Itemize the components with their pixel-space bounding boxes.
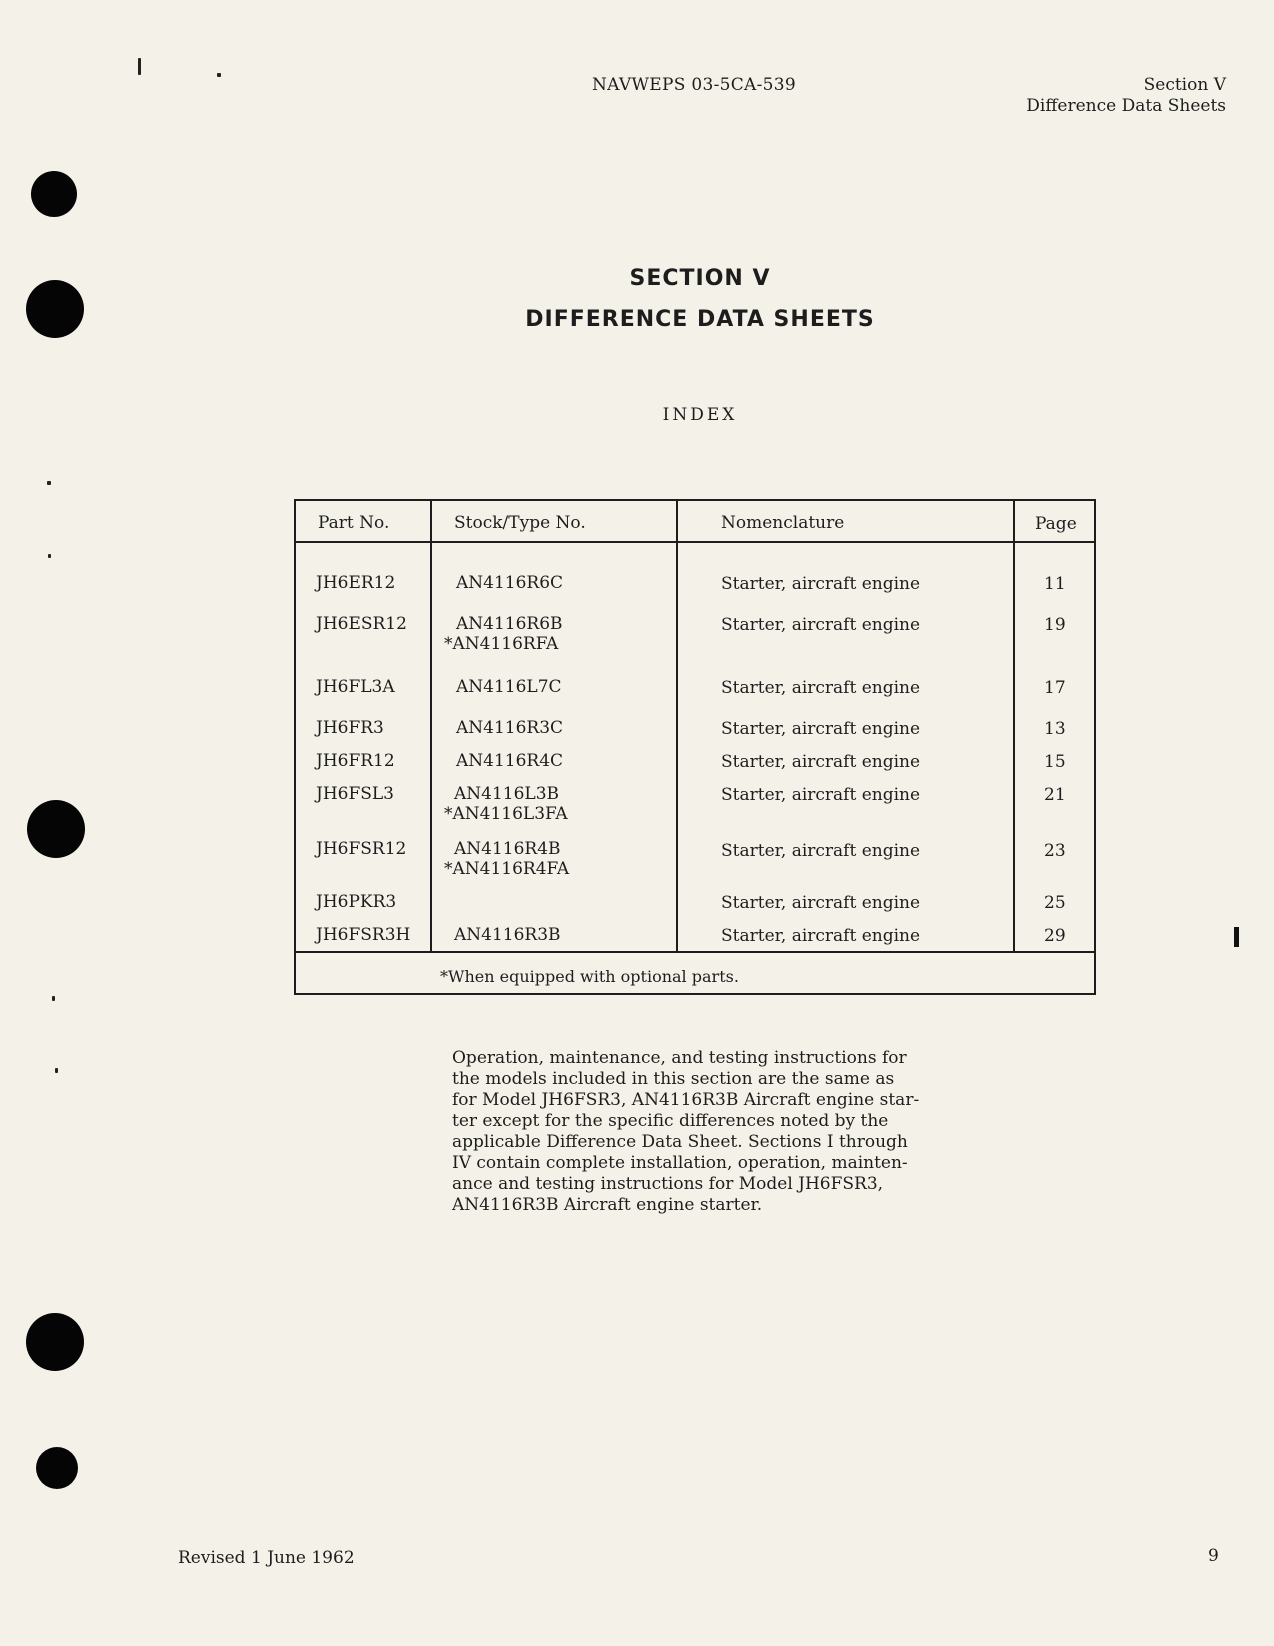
paragraph-line: ter except for the specific differences noted by the <box>452 1111 889 1131</box>
binder-hole <box>31 171 77 217</box>
table-cell-page: 19 <box>1044 615 1066 635</box>
table-cell-stock: AN4116L7C <box>456 677 562 697</box>
footnote-divider <box>296 951 1094 953</box>
section-subtitle: Difference Data Sheets <box>1026 96 1226 116</box>
instructions-paragraph <box>452 1048 952 1216</box>
table-cell-stock-optional: *AN4116RFA <box>444 634 559 654</box>
table-cell-stock: AN4116L3B <box>454 784 560 804</box>
document-number: NAVWEPS 03-5CA-539 <box>592 75 797 95</box>
column-divider <box>430 501 432 952</box>
running-header <box>1026 75 1226 117</box>
paragraph-line: ance and testing instructions for Model JH6FSR3, <box>452 1174 884 1194</box>
scan-speck <box>55 1068 58 1073</box>
table-cell-stock: AN4116R4C <box>456 751 564 771</box>
table-cell-part: JH6FSR12 <box>316 839 407 859</box>
revision-date: Revised 1 June 1962 <box>178 1548 355 1568</box>
table-cell-stock-optional: *AN4116R4FA <box>444 859 570 879</box>
table-cell-nomenclature: Starter, aircraft engine <box>721 926 921 946</box>
table-cell-part: JH6FL3A <box>316 677 395 697</box>
paragraph-line: for Model JH6FSR3, AN4116R3B Aircraft engine star- <box>452 1090 920 1110</box>
table-cell-nomenclature: Starter, aircraft engine <box>721 574 921 594</box>
section-heading: SECTION V <box>629 266 771 291</box>
table-cell-nomenclature: Starter, aircraft engine <box>721 752 921 772</box>
section-label: Section V <box>1143 75 1226 95</box>
table-cell-stock: AN4116R6C <box>456 573 564 593</box>
table-cell-part: JH6FSR3H <box>316 925 411 945</box>
index-heading: INDEX <box>662 405 738 425</box>
table-cell-nomenclature: Starter, aircraft engine <box>721 841 921 861</box>
scan-speck <box>48 554 51 558</box>
table-cell-part: JH6FSL3 <box>316 784 395 804</box>
paragraph-line: the models included in this section are the same as <box>452 1069 895 1089</box>
page-title: DIFFERENCE DATA SHEETS <box>525 307 875 332</box>
table-cell-page: 17 <box>1044 678 1066 698</box>
table-cell-stock: AN4116R6B <box>456 614 563 634</box>
paragraph-line: IV contain complete installation, operation, mainten- <box>452 1153 908 1173</box>
table-cell-page: 25 <box>1044 893 1066 913</box>
scan-speck <box>138 58 141 75</box>
table-cell-stock: AN4116R4B <box>454 839 561 859</box>
header-divider <box>296 541 1094 543</box>
paragraph-line: AN4116R3B Aircraft engine starter. <box>452 1195 763 1215</box>
scan-speck <box>52 996 55 1001</box>
column-header-part: Part No. <box>318 513 390 533</box>
table-cell-page: 11 <box>1044 574 1066 594</box>
scan-speck <box>47 481 51 485</box>
table-cell-page: 23 <box>1044 841 1066 861</box>
table-cell-stock-optional: *AN4116L3FA <box>444 804 568 824</box>
table-cell-stock: AN4116R3B <box>454 925 561 945</box>
column-header-page: Page <box>1035 514 1077 534</box>
table-cell-part: JH6ESR12 <box>316 614 407 634</box>
table-cell-part: JH6FR3 <box>316 718 384 738</box>
column-divider <box>676 501 678 952</box>
table-cell-part: JH6FR12 <box>316 751 395 771</box>
table-cell-nomenclature: Starter, aircraft engine <box>721 719 921 739</box>
table-cell-nomenclature: Starter, aircraft engine <box>721 615 921 635</box>
scan-speck <box>217 73 221 77</box>
table-cell-nomenclature: Starter, aircraft engine <box>721 678 921 698</box>
paragraph-line: applicable Difference Data Sheet. Sections I through <box>452 1132 908 1152</box>
paragraph-line: Operation, maintenance, and testing instructions for <box>452 1048 907 1068</box>
table-cell-part: JH6PKR3 <box>316 892 397 912</box>
table-cell-stock: AN4116R3C <box>456 718 564 738</box>
table-cell-nomenclature: Starter, aircraft engine <box>721 893 921 913</box>
table-cell-page: 13 <box>1044 719 1066 739</box>
binder-hole <box>26 1313 84 1371</box>
page-number: 9 <box>1208 1546 1219 1566</box>
table-cell-page: 29 <box>1044 926 1066 946</box>
revision-bar <box>1234 927 1239 947</box>
column-header-stock: Stock/Type No. <box>454 513 586 533</box>
binder-hole <box>36 1447 78 1489</box>
index-table <box>294 499 1096 995</box>
binder-hole <box>27 800 85 858</box>
column-header-nomenclature: Nomenclature <box>721 513 845 533</box>
table-cell-nomenclature: Starter, aircraft engine <box>721 785 921 805</box>
table-cell-page: 15 <box>1044 752 1066 772</box>
table-cell-page: 21 <box>1044 785 1066 805</box>
table-cell-part: JH6ER12 <box>316 573 396 593</box>
column-divider <box>1013 501 1015 952</box>
table-footnote: *When equipped with optional parts. <box>440 967 739 986</box>
